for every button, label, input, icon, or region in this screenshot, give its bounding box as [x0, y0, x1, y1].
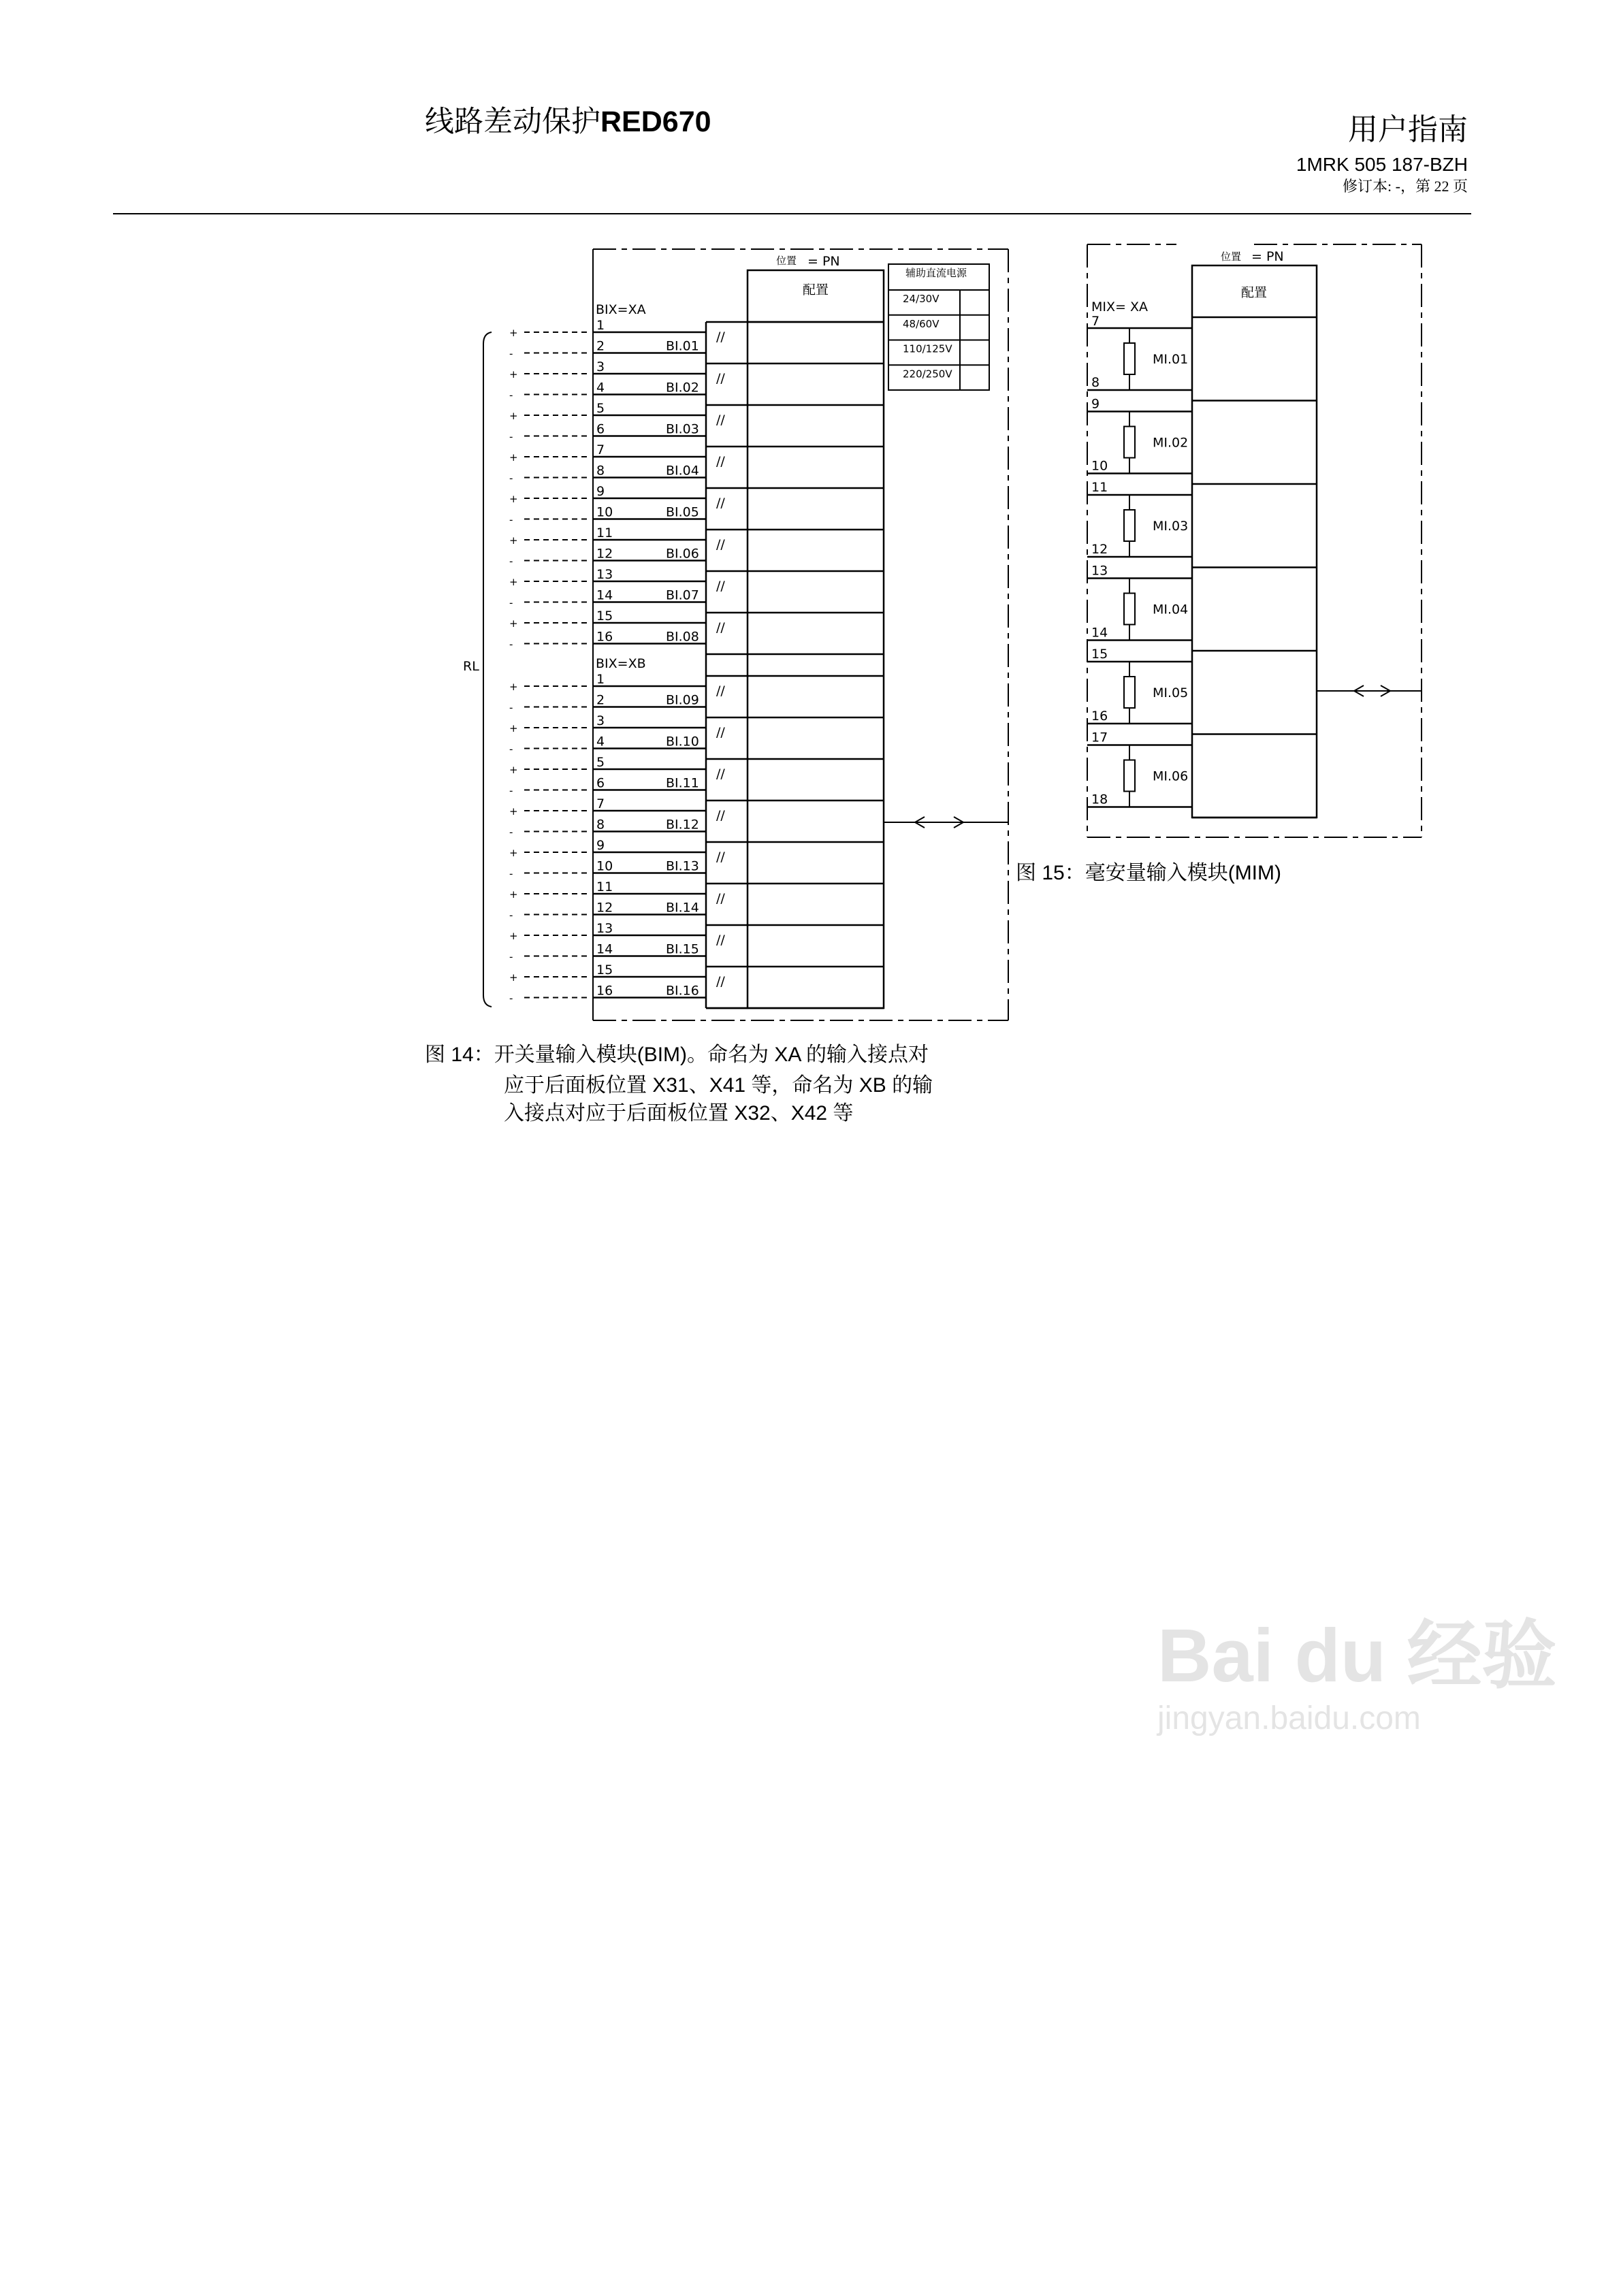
resistor-icon	[1124, 343, 1135, 374]
watermark-brand: Bai du 经验	[1157, 1614, 1557, 1698]
figure-14-bim-diagram	[463, 249, 1008, 1020]
ma-input-label: MI.05	[1153, 685, 1189, 700]
terminal-number: 3	[596, 713, 605, 728]
minus-sign: -	[509, 701, 513, 714]
plus-sign: +	[509, 368, 518, 381]
binary-input-label: BI.10	[666, 734, 699, 749]
isolation-symbol: //	[716, 725, 725, 740]
binary-input-label: BI.16	[666, 983, 699, 999]
terminal-number: 4	[596, 380, 605, 395]
mim-channel	[1087, 564, 1192, 641]
config-box	[748, 270, 884, 1008]
minus-sign: -	[509, 389, 513, 402]
caption-line: 应于后面板位置 X31、X41 等，命名为 XB 的输	[504, 1074, 933, 1097]
fig14-config-label: 配置	[802, 282, 829, 297]
minus-sign: -	[509, 347, 513, 360]
terminal-number: 18	[1091, 792, 1108, 807]
terminal-number: 5	[596, 401, 605, 416]
terminal-number: 14	[596, 587, 613, 603]
terminal-number: 12	[596, 900, 613, 916]
plus-sign: +	[509, 410, 518, 422]
plus-sign: +	[509, 681, 518, 693]
binary-input-label: BI.03	[666, 421, 699, 437]
page-header	[113, 106, 1471, 214]
isolation-symbol: //	[716, 537, 725, 552]
block-name-label: BIX=XB	[596, 656, 646, 671]
terminal-number: 14	[1091, 625, 1108, 641]
mim-channel	[1087, 480, 1192, 557]
plus-sign: +	[509, 847, 518, 859]
bus-connector-arrow	[884, 817, 1008, 828]
aux-power-voltage: 48/60V	[903, 317, 940, 330]
aux-power-voltage: 110/125V	[903, 342, 952, 355]
terminal-number: 6	[596, 775, 605, 791]
bim-block-bix-xa	[509, 302, 884, 654]
isolation-symbol: //	[716, 850, 725, 864]
terminal-number: 7	[596, 442, 605, 457]
minus-sign: -	[509, 596, 513, 609]
terminal-number: 3	[596, 359, 605, 374]
ma-input-label: MI.03	[1153, 519, 1189, 534]
terminal-number: 12	[596, 546, 613, 562]
plus-sign: +	[509, 617, 518, 630]
binary-input-label: BI.06	[666, 546, 699, 562]
binary-input-label: BI.12	[666, 817, 699, 832]
fig15-config-label: 配置	[1240, 285, 1268, 300]
isolation-symbol: //	[716, 683, 725, 698]
binary-input-label: BI.13	[666, 858, 699, 874]
isolation-symbol: //	[716, 496, 725, 511]
minus-sign: -	[509, 826, 513, 839]
binary-input-label: BI.14	[666, 900, 699, 916]
terminal-number: 4	[596, 734, 605, 749]
title-cn: 线路差动保护	[425, 106, 600, 138]
isolation-symbol: //	[716, 371, 725, 386]
guide-label: 用户指南	[1348, 113, 1468, 146]
terminal-number: 16	[1091, 709, 1108, 724]
binary-input-label: BI.15	[666, 941, 699, 957]
terminal-number: 14	[596, 941, 613, 957]
resistor-icon	[1124, 760, 1135, 792]
isolation-symbol: //	[716, 620, 725, 635]
terminal-number: 2	[596, 338, 605, 354]
terminal-number: 1	[596, 672, 605, 687]
binary-input-label: BI.09	[666, 692, 699, 708]
terminal-number: 8	[1091, 375, 1100, 390]
binary-input-label: BI.02	[666, 380, 699, 395]
terminal-number: 15	[596, 963, 613, 977]
terminal-number: 8	[596, 817, 605, 832]
terminal-number: 1	[596, 318, 605, 333]
isolation-symbol: //	[716, 766, 725, 781]
minus-sign: -	[509, 992, 513, 1005]
terminal-number: 2	[596, 692, 605, 708]
doc-id: 1MRK 505 187-BZH	[1296, 154, 1468, 175]
plus-sign: +	[509, 327, 518, 339]
isolation-symbol: //	[716, 329, 725, 344]
mim-channel	[1087, 397, 1192, 474]
minus-sign: -	[509, 950, 513, 963]
minus-sign: -	[509, 513, 513, 526]
isolation-symbol: //	[716, 891, 725, 906]
mim-channel	[1087, 328, 1192, 390]
terminal-number: 11	[596, 526, 613, 540]
isolation-symbol: //	[716, 454, 725, 469]
binary-input-label: BI.07	[666, 587, 699, 603]
resistor-icon	[1124, 427, 1135, 458]
plus-sign: +	[509, 722, 518, 734]
plus-sign: +	[509, 971, 518, 984]
mix-block-label: MIX= XA	[1091, 300, 1148, 314]
terminal-number: 10	[596, 858, 613, 874]
terminal-number: 16	[596, 629, 613, 645]
minus-sign: -	[509, 472, 513, 485]
block-name-label: BIX=XA	[596, 302, 646, 317]
terminal-number: 17	[1091, 730, 1108, 745]
isolation-symbol: //	[716, 579, 725, 594]
caption-line: 图 14：开关量输入模块(BIM)。命名为 XA 的输入接点对	[425, 1044, 929, 1066]
terminal-number: 11	[1091, 480, 1108, 495]
plus-sign: +	[509, 805, 518, 818]
minus-sign: -	[509, 784, 513, 797]
terminal-number: 11	[596, 879, 613, 894]
aux-power-title: 辅助直流电源	[905, 267, 967, 279]
resistor-icon	[1124, 677, 1135, 708]
figure-15-caption: 图 15：毫安量输入模块(MIM)	[1016, 862, 1281, 884]
ma-input-label: MI.04	[1153, 602, 1189, 617]
terminal-number: 6	[596, 421, 605, 437]
terminal-number: 15	[1091, 647, 1108, 662]
terminal-number: 9	[1091, 396, 1100, 412]
document-title	[425, 106, 711, 138]
binary-input-label: BI.01	[666, 338, 699, 354]
ma-input-label: MI.02	[1153, 435, 1189, 451]
rl-label: RL	[463, 659, 479, 674]
isolation-symbol: //	[716, 974, 725, 989]
rl-bracket	[483, 332, 492, 1007]
plus-sign: +	[509, 764, 518, 776]
minus-sign: -	[509, 909, 513, 922]
terminal-number: 16	[596, 983, 613, 999]
terminal-number: 10	[596, 504, 613, 520]
plus-sign: +	[509, 451, 518, 464]
terminal-number: 7	[1091, 314, 1100, 329]
terminal-number: 10	[1091, 458, 1108, 474]
ma-input-label: MI.01	[1153, 352, 1189, 367]
ma-input-label: MI.06	[1153, 769, 1189, 784]
minus-sign: -	[509, 743, 513, 756]
plus-sign: +	[509, 534, 518, 547]
terminal-number: 9	[596, 838, 605, 853]
isolation-symbol: //	[716, 413, 725, 427]
aux-power-voltage: 24/30V	[903, 293, 940, 305]
terminal-number: 13	[1091, 563, 1108, 579]
bim-block-bix-xb	[509, 656, 884, 1008]
caption-line: 入接点对应于后面板位置 X32、X42 等	[504, 1102, 854, 1125]
resistor-icon	[1124, 594, 1135, 625]
plus-sign: +	[509, 930, 518, 942]
terminal-number: 13	[596, 567, 613, 582]
bus-connector-arrow	[1317, 685, 1422, 696]
revision-page: 修订本: -，第 22 页	[1343, 178, 1468, 195]
plus-sign: +	[509, 888, 518, 901]
fig14-location-value: = PN	[807, 254, 840, 269]
fig14-location-label: 位置	[776, 255, 797, 267]
binary-input-label: BI.04	[666, 463, 699, 479]
figure-14-caption	[425, 1044, 933, 1125]
isolation-symbol: //	[716, 808, 725, 823]
terminal-number: 8	[596, 463, 605, 479]
terminal-number: 13	[596, 921, 613, 936]
title-model: RED670	[600, 106, 711, 138]
binary-input-label: BI.08	[666, 629, 699, 645]
aux-power-voltage: 220/250V	[903, 368, 952, 381]
binary-input-label: BI.11	[666, 775, 699, 791]
baidu-jingyan-watermark	[1156, 1614, 1557, 1736]
resistor-icon	[1124, 510, 1135, 541]
binary-input-label: BI.05	[666, 504, 699, 520]
plus-sign: +	[509, 493, 518, 505]
terminal-number: 15	[596, 609, 613, 624]
terminal-number: 12	[1091, 542, 1108, 557]
minus-sign: -	[509, 638, 513, 651]
minus-sign: -	[509, 867, 513, 880]
watermark-url: jingyan.baidu.com	[1157, 1700, 1421, 1736]
fig15-location-label: 位置	[1221, 250, 1242, 263]
fig15-location-value: = PN	[1251, 249, 1284, 264]
terminal-number: 5	[596, 755, 605, 770]
figure-15-mim-diagram	[1087, 244, 1422, 837]
mim-channel	[1087, 730, 1192, 807]
terminal-number: 9	[596, 484, 605, 499]
mim-channel	[1087, 647, 1192, 724]
plus-sign: +	[509, 576, 518, 588]
isolation-symbol: //	[716, 933, 725, 948]
minus-sign: -	[509, 430, 513, 443]
terminal-number: 7	[596, 796, 605, 811]
minus-sign: -	[509, 555, 513, 568]
